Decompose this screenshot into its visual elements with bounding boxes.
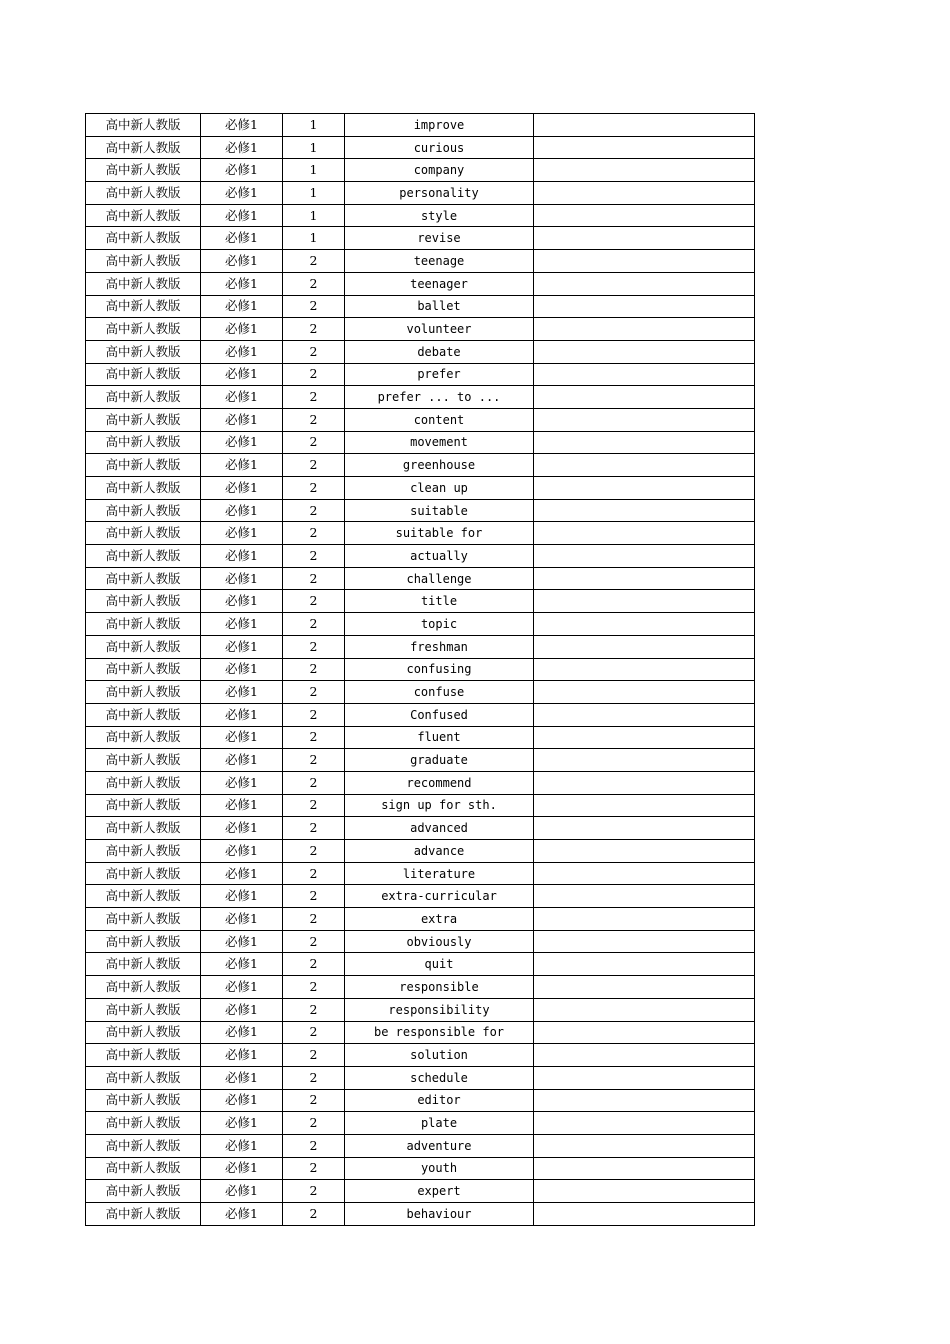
note-cell bbox=[534, 159, 755, 182]
unit-cell: 2 bbox=[283, 635, 345, 658]
module-cell: 必修1 bbox=[201, 794, 283, 817]
edition-cell: 高中新人教版 bbox=[86, 499, 201, 522]
unit-cell: 2 bbox=[283, 1066, 345, 1089]
unit-cell: 2 bbox=[283, 477, 345, 500]
table-row bbox=[86, 1134, 755, 1157]
table-row bbox=[86, 1157, 755, 1180]
unit-cell: 2 bbox=[283, 567, 345, 590]
edition-cell: 高中新人教版 bbox=[86, 908, 201, 931]
note-cell bbox=[534, 431, 755, 454]
note-cell bbox=[534, 635, 755, 658]
table-row bbox=[86, 1044, 755, 1067]
table-row bbox=[86, 272, 755, 295]
table-row bbox=[86, 1180, 755, 1203]
edition-cell: 高中新人教版 bbox=[86, 477, 201, 500]
unit-cell: 2 bbox=[283, 749, 345, 772]
unit-cell: 2 bbox=[283, 658, 345, 681]
word-cell: prefer bbox=[345, 363, 534, 386]
word-cell: fluent bbox=[345, 726, 534, 749]
edition-cell: 高中新人教版 bbox=[86, 318, 201, 341]
unit-cell: 2 bbox=[283, 1180, 345, 1203]
word-cell: prefer ... to ... bbox=[345, 386, 534, 409]
table-row bbox=[86, 386, 755, 409]
module-cell: 必修1 bbox=[201, 998, 283, 1021]
unit-cell: 2 bbox=[283, 522, 345, 545]
note-cell bbox=[534, 930, 755, 953]
module-cell: 必修1 bbox=[201, 250, 283, 273]
unit-cell: 2 bbox=[283, 613, 345, 636]
note-cell bbox=[534, 1112, 755, 1135]
edition-cell: 高中新人教版 bbox=[86, 862, 201, 885]
unit-cell: 2 bbox=[283, 499, 345, 522]
word-cell: responsibility bbox=[345, 998, 534, 1021]
edition-cell: 高中新人教版 bbox=[86, 408, 201, 431]
word-cell: extra bbox=[345, 908, 534, 931]
note-cell bbox=[534, 681, 755, 704]
edition-cell: 高中新人教版 bbox=[86, 545, 201, 568]
table-row bbox=[86, 431, 755, 454]
module-cell: 必修1 bbox=[201, 499, 283, 522]
table-row bbox=[86, 590, 755, 613]
table-row bbox=[86, 1066, 755, 1089]
table-row bbox=[86, 794, 755, 817]
word-cell: confusing bbox=[345, 658, 534, 681]
note-cell bbox=[534, 817, 755, 840]
module-cell: 必修1 bbox=[201, 1203, 283, 1226]
edition-cell: 高中新人教版 bbox=[86, 182, 201, 205]
table-row bbox=[86, 862, 755, 885]
note-cell bbox=[534, 953, 755, 976]
word-cell: expert bbox=[345, 1180, 534, 1203]
word-cell: challenge bbox=[345, 567, 534, 590]
note-cell bbox=[534, 1180, 755, 1203]
unit-cell: 2 bbox=[283, 1203, 345, 1226]
word-cell: be responsible for bbox=[345, 1021, 534, 1044]
unit-cell: 2 bbox=[283, 703, 345, 726]
table-row bbox=[86, 159, 755, 182]
word-cell: improve bbox=[345, 114, 534, 137]
edition-cell: 高中新人教版 bbox=[86, 159, 201, 182]
unit-cell: 2 bbox=[283, 1157, 345, 1180]
unit-cell: 2 bbox=[283, 794, 345, 817]
word-cell: sign up for sth. bbox=[345, 794, 534, 817]
module-cell: 必修1 bbox=[201, 1089, 283, 1112]
note-cell bbox=[534, 363, 755, 386]
unit-cell: 2 bbox=[283, 590, 345, 613]
edition-cell: 高中新人教版 bbox=[86, 953, 201, 976]
note-cell bbox=[534, 794, 755, 817]
edition-cell: 高中新人教版 bbox=[86, 885, 201, 908]
word-cell: Confused bbox=[345, 703, 534, 726]
word-cell: greenhouse bbox=[345, 454, 534, 477]
edition-cell: 高中新人教版 bbox=[86, 136, 201, 159]
module-cell: 必修1 bbox=[201, 1180, 283, 1203]
table-row bbox=[86, 1021, 755, 1044]
module-cell: 必修1 bbox=[201, 408, 283, 431]
unit-cell: 2 bbox=[283, 454, 345, 477]
module-cell: 必修1 bbox=[201, 908, 283, 931]
word-cell: style bbox=[345, 204, 534, 227]
note-cell bbox=[534, 590, 755, 613]
unit-cell: 1 bbox=[283, 159, 345, 182]
edition-cell: 高中新人教版 bbox=[86, 114, 201, 137]
module-cell: 必修1 bbox=[201, 681, 283, 704]
table-row bbox=[86, 454, 755, 477]
word-cell: graduate bbox=[345, 749, 534, 772]
module-cell: 必修1 bbox=[201, 295, 283, 318]
note-cell bbox=[534, 477, 755, 500]
unit-cell: 2 bbox=[283, 545, 345, 568]
table-row bbox=[86, 976, 755, 999]
word-cell: plate bbox=[345, 1112, 534, 1135]
note-cell bbox=[534, 908, 755, 931]
unit-cell: 2 bbox=[283, 885, 345, 908]
unit-cell: 2 bbox=[283, 726, 345, 749]
edition-cell: 高中新人教版 bbox=[86, 250, 201, 273]
word-cell: teenager bbox=[345, 272, 534, 295]
note-cell bbox=[534, 840, 755, 863]
word-cell: suitable for bbox=[345, 522, 534, 545]
note-cell bbox=[534, 340, 755, 363]
module-cell: 必修1 bbox=[201, 885, 283, 908]
table-row bbox=[86, 182, 755, 205]
module-cell: 必修1 bbox=[201, 227, 283, 250]
module-cell: 必修1 bbox=[201, 613, 283, 636]
unit-cell: 2 bbox=[283, 930, 345, 953]
edition-cell: 高中新人教版 bbox=[86, 613, 201, 636]
word-cell: obviously bbox=[345, 930, 534, 953]
vocabulary-table-body bbox=[86, 114, 755, 1226]
word-cell: advanced bbox=[345, 817, 534, 840]
module-cell: 必修1 bbox=[201, 1066, 283, 1089]
module-cell: 必修1 bbox=[201, 318, 283, 341]
unit-cell: 2 bbox=[283, 998, 345, 1021]
unit-cell: 2 bbox=[283, 1044, 345, 1067]
table-row bbox=[86, 930, 755, 953]
note-cell bbox=[534, 204, 755, 227]
module-cell: 必修1 bbox=[201, 703, 283, 726]
table-row bbox=[86, 545, 755, 568]
table-row bbox=[86, 340, 755, 363]
module-cell: 必修1 bbox=[201, 1157, 283, 1180]
module-cell: 必修1 bbox=[201, 431, 283, 454]
note-cell bbox=[534, 272, 755, 295]
note-cell bbox=[534, 976, 755, 999]
edition-cell: 高中新人教版 bbox=[86, 771, 201, 794]
module-cell: 必修1 bbox=[201, 454, 283, 477]
vocabulary-table bbox=[85, 113, 755, 1226]
edition-cell: 高中新人教版 bbox=[86, 272, 201, 295]
note-cell bbox=[534, 1203, 755, 1226]
table-row bbox=[86, 635, 755, 658]
edition-cell: 高中新人教版 bbox=[86, 681, 201, 704]
module-cell: 必修1 bbox=[201, 477, 283, 500]
table-row bbox=[86, 840, 755, 863]
edition-cell: 高中新人教版 bbox=[86, 840, 201, 863]
table-row bbox=[86, 1203, 755, 1226]
table-row bbox=[86, 658, 755, 681]
word-cell: revise bbox=[345, 227, 534, 250]
table-row bbox=[86, 681, 755, 704]
module-cell: 必修1 bbox=[201, 840, 283, 863]
unit-cell: 2 bbox=[283, 295, 345, 318]
word-cell: adventure bbox=[345, 1134, 534, 1157]
table-row bbox=[86, 522, 755, 545]
module-cell: 必修1 bbox=[201, 658, 283, 681]
note-cell bbox=[534, 726, 755, 749]
module-cell: 必修1 bbox=[201, 386, 283, 409]
unit-cell: 2 bbox=[283, 318, 345, 341]
module-cell: 必修1 bbox=[201, 363, 283, 386]
edition-cell: 高中新人教版 bbox=[86, 590, 201, 613]
table-row bbox=[86, 408, 755, 431]
unit-cell: 1 bbox=[283, 227, 345, 250]
table-row bbox=[86, 771, 755, 794]
module-cell: 必修1 bbox=[201, 1021, 283, 1044]
word-cell: extra-curricular bbox=[345, 885, 534, 908]
table-row bbox=[86, 204, 755, 227]
table-row bbox=[86, 363, 755, 386]
word-cell: advance bbox=[345, 840, 534, 863]
module-cell: 必修1 bbox=[201, 1112, 283, 1135]
note-cell bbox=[534, 136, 755, 159]
unit-cell: 2 bbox=[283, 771, 345, 794]
module-cell: 必修1 bbox=[201, 159, 283, 182]
note-cell bbox=[534, 499, 755, 522]
word-cell: debate bbox=[345, 340, 534, 363]
word-cell: topic bbox=[345, 613, 534, 636]
table-row bbox=[86, 726, 755, 749]
word-cell: teenage bbox=[345, 250, 534, 273]
unit-cell: 2 bbox=[283, 363, 345, 386]
table-row bbox=[86, 136, 755, 159]
unit-cell: 1 bbox=[283, 204, 345, 227]
word-cell: recommend bbox=[345, 771, 534, 794]
table-row bbox=[86, 817, 755, 840]
word-cell: actually bbox=[345, 545, 534, 568]
table-row bbox=[86, 250, 755, 273]
note-cell bbox=[534, 613, 755, 636]
unit-cell: 2 bbox=[283, 1089, 345, 1112]
note-cell bbox=[534, 1044, 755, 1067]
module-cell: 必修1 bbox=[201, 1134, 283, 1157]
word-cell: company bbox=[345, 159, 534, 182]
edition-cell: 高中新人教版 bbox=[86, 1180, 201, 1203]
word-cell: curious bbox=[345, 136, 534, 159]
note-cell bbox=[534, 182, 755, 205]
word-cell: movement bbox=[345, 431, 534, 454]
table-row bbox=[86, 749, 755, 772]
module-cell: 必修1 bbox=[201, 976, 283, 999]
note-cell bbox=[534, 1089, 755, 1112]
note-cell bbox=[534, 545, 755, 568]
note-cell bbox=[534, 749, 755, 772]
unit-cell: 2 bbox=[283, 386, 345, 409]
unit-cell: 1 bbox=[283, 114, 345, 137]
edition-cell: 高中新人教版 bbox=[86, 703, 201, 726]
note-cell bbox=[534, 295, 755, 318]
edition-cell: 高中新人教版 bbox=[86, 386, 201, 409]
unit-cell: 2 bbox=[283, 976, 345, 999]
table-row bbox=[86, 227, 755, 250]
table-row bbox=[86, 567, 755, 590]
note-cell bbox=[534, 862, 755, 885]
table-row bbox=[86, 908, 755, 931]
edition-cell: 高中新人教版 bbox=[86, 567, 201, 590]
table-row bbox=[86, 885, 755, 908]
word-cell: freshman bbox=[345, 635, 534, 658]
unit-cell: 2 bbox=[283, 272, 345, 295]
edition-cell: 高中新人教版 bbox=[86, 1066, 201, 1089]
table-row bbox=[86, 1089, 755, 1112]
word-cell: behaviour bbox=[345, 1203, 534, 1226]
module-cell: 必修1 bbox=[201, 340, 283, 363]
edition-cell: 高中新人教版 bbox=[86, 930, 201, 953]
word-cell: clean up bbox=[345, 477, 534, 500]
note-cell bbox=[534, 998, 755, 1021]
note-cell bbox=[534, 1157, 755, 1180]
note-cell bbox=[534, 885, 755, 908]
edition-cell: 高中新人教版 bbox=[86, 431, 201, 454]
word-cell: schedule bbox=[345, 1066, 534, 1089]
edition-cell: 高中新人教版 bbox=[86, 340, 201, 363]
unit-cell: 2 bbox=[283, 840, 345, 863]
edition-cell: 高中新人教版 bbox=[86, 726, 201, 749]
word-cell: personality bbox=[345, 182, 534, 205]
module-cell: 必修1 bbox=[201, 136, 283, 159]
table-row bbox=[86, 114, 755, 137]
word-cell: suitable bbox=[345, 499, 534, 522]
module-cell: 必修1 bbox=[201, 182, 283, 205]
unit-cell: 1 bbox=[283, 136, 345, 159]
note-cell bbox=[534, 567, 755, 590]
word-cell: content bbox=[345, 408, 534, 431]
note-cell bbox=[534, 318, 755, 341]
edition-cell: 高中新人教版 bbox=[86, 976, 201, 999]
unit-cell: 2 bbox=[283, 340, 345, 363]
edition-cell: 高中新人教版 bbox=[86, 454, 201, 477]
unit-cell: 2 bbox=[283, 953, 345, 976]
module-cell: 必修1 bbox=[201, 1044, 283, 1067]
table-row bbox=[86, 998, 755, 1021]
table-row bbox=[86, 703, 755, 726]
note-cell bbox=[534, 454, 755, 477]
note-cell bbox=[534, 114, 755, 137]
edition-cell: 高中新人教版 bbox=[86, 1157, 201, 1180]
edition-cell: 高中新人教版 bbox=[86, 1134, 201, 1157]
module-cell: 必修1 bbox=[201, 749, 283, 772]
edition-cell: 高中新人教版 bbox=[86, 363, 201, 386]
edition-cell: 高中新人教版 bbox=[86, 749, 201, 772]
word-cell: editor bbox=[345, 1089, 534, 1112]
module-cell: 必修1 bbox=[201, 953, 283, 976]
word-cell: solution bbox=[345, 1044, 534, 1067]
module-cell: 必修1 bbox=[201, 817, 283, 840]
module-cell: 必修1 bbox=[201, 771, 283, 794]
word-cell: responsible bbox=[345, 976, 534, 999]
unit-cell: 2 bbox=[283, 908, 345, 931]
edition-cell: 高中新人教版 bbox=[86, 658, 201, 681]
edition-cell: 高中新人教版 bbox=[86, 1021, 201, 1044]
note-cell bbox=[534, 1134, 755, 1157]
edition-cell: 高中新人教版 bbox=[86, 522, 201, 545]
unit-cell: 1 bbox=[283, 182, 345, 205]
edition-cell: 高中新人教版 bbox=[86, 295, 201, 318]
module-cell: 必修1 bbox=[201, 590, 283, 613]
note-cell bbox=[534, 408, 755, 431]
unit-cell: 2 bbox=[283, 862, 345, 885]
module-cell: 必修1 bbox=[201, 567, 283, 590]
note-cell bbox=[534, 1021, 755, 1044]
table-row bbox=[86, 953, 755, 976]
table-row bbox=[86, 499, 755, 522]
module-cell: 必修1 bbox=[201, 204, 283, 227]
table-row bbox=[86, 1112, 755, 1135]
note-cell bbox=[534, 1066, 755, 1089]
edition-cell: 高中新人教版 bbox=[86, 227, 201, 250]
module-cell: 必修1 bbox=[201, 272, 283, 295]
note-cell bbox=[534, 386, 755, 409]
unit-cell: 2 bbox=[283, 1112, 345, 1135]
edition-cell: 高中新人教版 bbox=[86, 204, 201, 227]
word-cell: confuse bbox=[345, 681, 534, 704]
table-row bbox=[86, 318, 755, 341]
word-cell: volunteer bbox=[345, 318, 534, 341]
module-cell: 必修1 bbox=[201, 930, 283, 953]
word-cell: quit bbox=[345, 953, 534, 976]
word-cell: literature bbox=[345, 862, 534, 885]
unit-cell: 2 bbox=[283, 1134, 345, 1157]
note-cell bbox=[534, 250, 755, 273]
edition-cell: 高中新人教版 bbox=[86, 1112, 201, 1135]
module-cell: 必修1 bbox=[201, 522, 283, 545]
edition-cell: 高中新人教版 bbox=[86, 794, 201, 817]
table-row bbox=[86, 613, 755, 636]
word-cell: youth bbox=[345, 1157, 534, 1180]
unit-cell: 2 bbox=[283, 408, 345, 431]
note-cell bbox=[534, 522, 755, 545]
module-cell: 必修1 bbox=[201, 114, 283, 137]
note-cell bbox=[534, 703, 755, 726]
word-cell: title bbox=[345, 590, 534, 613]
unit-cell: 2 bbox=[283, 681, 345, 704]
unit-cell: 2 bbox=[283, 250, 345, 273]
note-cell bbox=[534, 227, 755, 250]
edition-cell: 高中新人教版 bbox=[86, 1044, 201, 1067]
unit-cell: 2 bbox=[283, 817, 345, 840]
edition-cell: 高中新人教版 bbox=[86, 1089, 201, 1112]
word-cell: ballet bbox=[345, 295, 534, 318]
unit-cell: 2 bbox=[283, 431, 345, 454]
module-cell: 必修1 bbox=[201, 635, 283, 658]
note-cell bbox=[534, 771, 755, 794]
edition-cell: 高中新人教版 bbox=[86, 635, 201, 658]
module-cell: 必修1 bbox=[201, 726, 283, 749]
module-cell: 必修1 bbox=[201, 545, 283, 568]
module-cell: 必修1 bbox=[201, 862, 283, 885]
table-row bbox=[86, 477, 755, 500]
note-cell bbox=[534, 658, 755, 681]
edition-cell: 高中新人教版 bbox=[86, 817, 201, 840]
edition-cell: 高中新人教版 bbox=[86, 998, 201, 1021]
edition-cell: 高中新人教版 bbox=[86, 1203, 201, 1226]
table-row bbox=[86, 295, 755, 318]
unit-cell: 2 bbox=[283, 1021, 345, 1044]
